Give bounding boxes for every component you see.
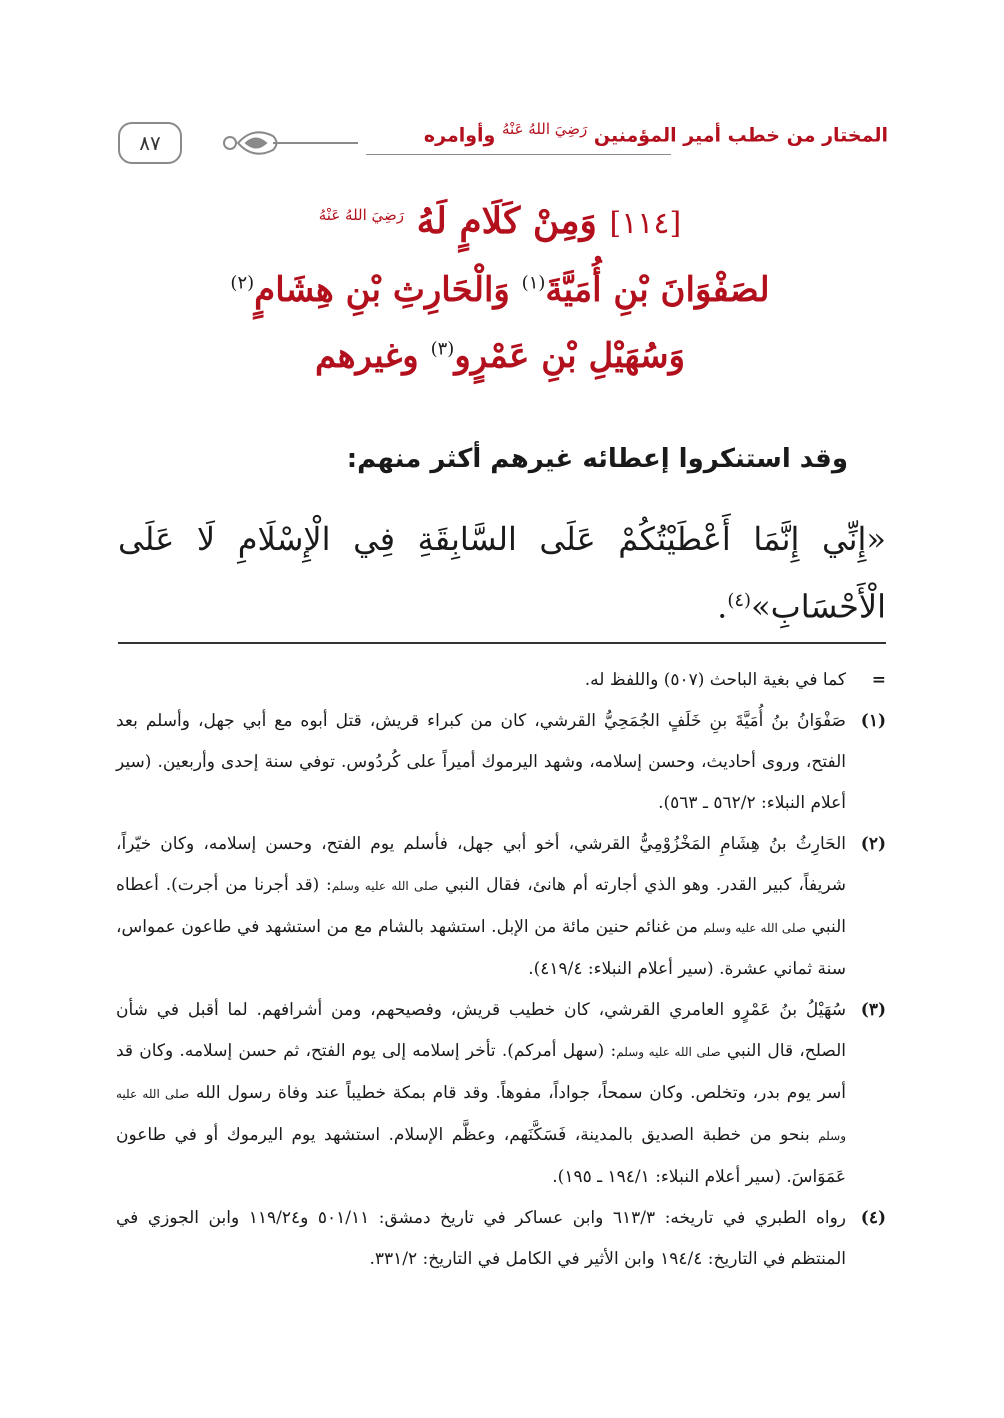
footnotes: [116, 660, 886, 1280]
running-title-honor: رَضِيَ اللهُ عَنْهُ: [502, 120, 588, 138]
footnote-2: [116, 824, 886, 990]
footnote-text-part: من غنائم حنين مائة من الإبل. استشهد بالشام مع من استشهد في طاعون عمواس، سنة ثماني عشرة. (سير أعلام النبلاء: ٤١٩/٤).: [116, 917, 846, 979]
page-number: ٨٧: [118, 122, 182, 164]
heading-main: وَمِنْ كَلَامٍ لَهُ: [416, 200, 597, 242]
quote-body: «إِنِّي إِنَّمَا أَعْطَيْتُكُمْ عَلَى السَّابِقَةِ فِي الْإِسْلَامِ لَا عَلَى الْأَحْسَابِ»: [118, 520, 886, 626]
ornament-icon: [218, 124, 378, 162]
running-title-suffix: وأوامره: [423, 124, 496, 147]
footnote-ref-4[interactable]: (٤): [727, 590, 752, 611]
quote-end: .: [717, 587, 728, 626]
footnote-text: كما في بغية الباحث (٥٠٧) واللفظ له.: [584, 670, 846, 690]
heading-line-2: [100, 270, 900, 336]
footnote-mark: (٢): [860, 834, 886, 854]
intro-text: وقد استنكروا إعطائه غيرهم أكثر منهم:: [346, 444, 848, 474]
footnote-text: [116, 990, 846, 1198]
footnote-mark: =: [871, 670, 886, 690]
running-title-main: المختار من خطب أمير المؤمنين: [593, 124, 888, 147]
footnote-mark: (١): [860, 711, 886, 731]
header-divider: [366, 154, 671, 155]
footnote-mark: (٤): [860, 1208, 886, 1228]
heading-others: وغيرهم: [314, 336, 419, 376]
quote-text: [118, 508, 886, 638]
running-title: [424, 120, 888, 146]
footnote-text-part: الحَارِثُ بنُ هِشَامِ المَخْزُوْمِيُّ القرشي، أخو أبي جهل، فأسلم يوم الفتح، وحسن إسلامه، وكان خيّراً، شريفاً، كبير القدر. وهو الذي أجارته أم هانئ، فقال النبي: [116, 834, 846, 895]
footnote-ref-1[interactable]: (١): [521, 272, 546, 294]
footnote-ref-2[interactable]: (٢): [230, 272, 255, 294]
heading-line-1: [100, 200, 900, 270]
footnote-continued: [116, 660, 886, 701]
footnote-4: [116, 1198, 886, 1280]
footnote-3: [116, 990, 886, 1198]
footnote-ref-3[interactable]: (٣): [430, 338, 455, 360]
page-header: [118, 118, 888, 182]
heading-name-suhayl: وَسُهَيْلِ بْنِ عَمْرٍو: [454, 336, 686, 376]
footnote-text-part: : (سهل أمركم). تأخر إسلامه إلى يوم الفتح، ثم حسن إسلامه. وكان قد أسر يوم بدر، وتخلص. وكان سمحاً، جواداً، مفوهاً. وقد قام بمكة خطيباً عند وفاة رسول الله: [116, 1041, 846, 1103]
footnote-text-part: : (قد أجرنا من أجرت). أعطاه النبي: [116, 875, 846, 937]
footnote-text: صَفْوَانُ بنُ أُمَيَّةَ بنِ خَلَفٍ الجُمَحِيُّ القرشي، كان من كبراء قريش، قتل أبوه مع أبي جهل، وأسلم بعد الفتح، وروى أحاديث، وحسن إسلامه، وشهد اليرموك أميراً على كُردُوس. توفي سنة إحدى وأربعين. (سير أعلام النبلاء: ٥٦٢/٢ ـ ٥٦٣).: [116, 711, 846, 813]
heading-name-harith: وَالْحَارِثِ بْنِ هِشَامٍ: [254, 270, 510, 310]
footnote-divider: [118, 642, 886, 644]
heading-name-safwan: لصَفْوَانَ بْنِ أُمَيَّةَ: [545, 270, 770, 310]
heading-honor: رَضِيَ اللهُ عَنْهُ: [318, 206, 405, 224]
salla-honorific: صلى الله عليه وسلم: [703, 921, 807, 935]
salla-honorific: صلى الله عليه وسلم: [331, 879, 439, 893]
footnote-mark: (٣): [860, 1000, 886, 1020]
footnote-1: [116, 701, 886, 824]
salla-honorific: صلى الله عليه وسلم: [116, 1087, 846, 1143]
section-number: [١١٤]: [609, 206, 682, 241]
footnote-text-part: سُهَيْلُ بنُ عَمْرٍو العامري القرشي، كان خطيب قريش، وفصيحهم، ومن أشرافهم. لما أقبل في شأن الصلح، قال النبي: [116, 1000, 847, 1061]
heading-line-3: [100, 336, 900, 402]
footnote-text-part: بنحو من خطبة الصديق بالمدينة، فَسَكَّنَهم، وعظَّم الإسلام. استشهد يوم اليرموك أو في طاعون عَمَوَاسَ. (سير أعلام النبلاء: ١٩٤/١ ـ ١٩٥).: [116, 1125, 846, 1187]
salla-honorific: صلى الله عليه وسلم: [616, 1045, 721, 1059]
footnote-text: رواه الطبري في تاريخه: ٦١٣/٣ وابن عساكر في تاريخ دمشق: ٥٠١/١١ و١١٩/٢٤ وابن الجوزي في المنتظم في التاريخ: ١٩٤/٤ وابن الأثير في الكامل في التاريخ: ٣٣١/٢.: [116, 1208, 846, 1269]
footnote-text: [116, 824, 846, 990]
section-heading: [100, 200, 900, 402]
